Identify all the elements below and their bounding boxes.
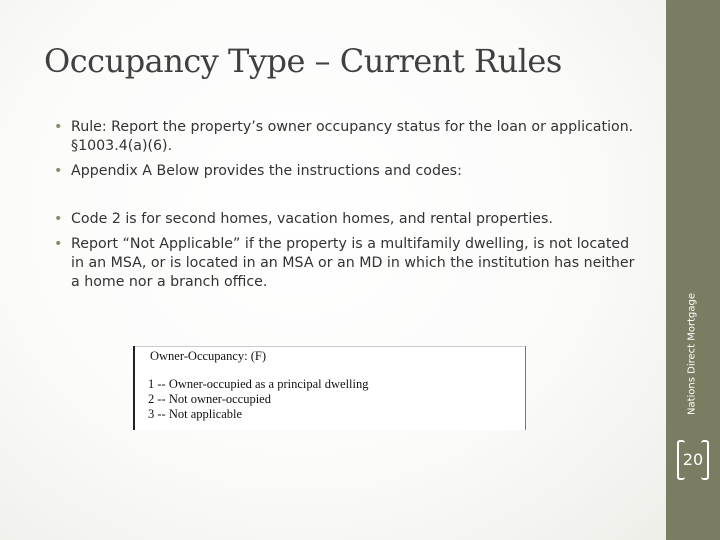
- page-number: 20: [682, 449, 704, 469]
- bullet-dot-icon: •: [54, 163, 63, 179]
- bullet-item: [54, 210, 644, 229]
- bullet-text: Rule: Report the property’s owner occupancy status for the loan or application. §1003.4(a)(6).: [71, 119, 634, 154]
- figure-heading: Owner-Occupancy: (F): [150, 349, 267, 363]
- figure-top-rule: [135, 346, 525, 347]
- figure-code-line: 3 -- Not applicable: [148, 407, 243, 421]
- company-footer-label: Nations Direct Mortgage: [686, 292, 698, 416]
- bullet-dot-icon: •: [54, 119, 63, 135]
- page-number-badge: [677, 440, 709, 478]
- figure-code-line: 2 -- Not owner-occupied: [148, 392, 271, 406]
- bullet-item: [54, 162, 644, 181]
- bullet-text: Report “Not Applicable” if the property is a multifamily dwelling, is not located in an MSA, or is located in an MSA or an MD in which the institution has neither a home nor a branch office.: [71, 236, 635, 290]
- appendix-excerpt-figure: [133, 346, 526, 430]
- right-bracket-icon: [701, 440, 709, 480]
- bullet-list-rules: [54, 118, 644, 187]
- figure-code-line: 1 -- Owner-occupied as a principal dwelling: [148, 377, 369, 391]
- bullet-dot-icon: •: [54, 211, 63, 227]
- bullet-text: Appendix A Below provides the instructions and codes:: [71, 163, 462, 179]
- slide-title: Occupancy Type – Current Rules: [44, 42, 562, 80]
- bullet-item: [54, 118, 644, 156]
- bullet-text: Code 2 is for second homes, vacation homes, and rental properties.: [71, 211, 553, 227]
- bullet-dot-icon: •: [54, 236, 63, 252]
- bullet-item: [54, 235, 644, 292]
- bullet-list-codes: [54, 210, 644, 298]
- left-bracket-icon: [677, 440, 685, 480]
